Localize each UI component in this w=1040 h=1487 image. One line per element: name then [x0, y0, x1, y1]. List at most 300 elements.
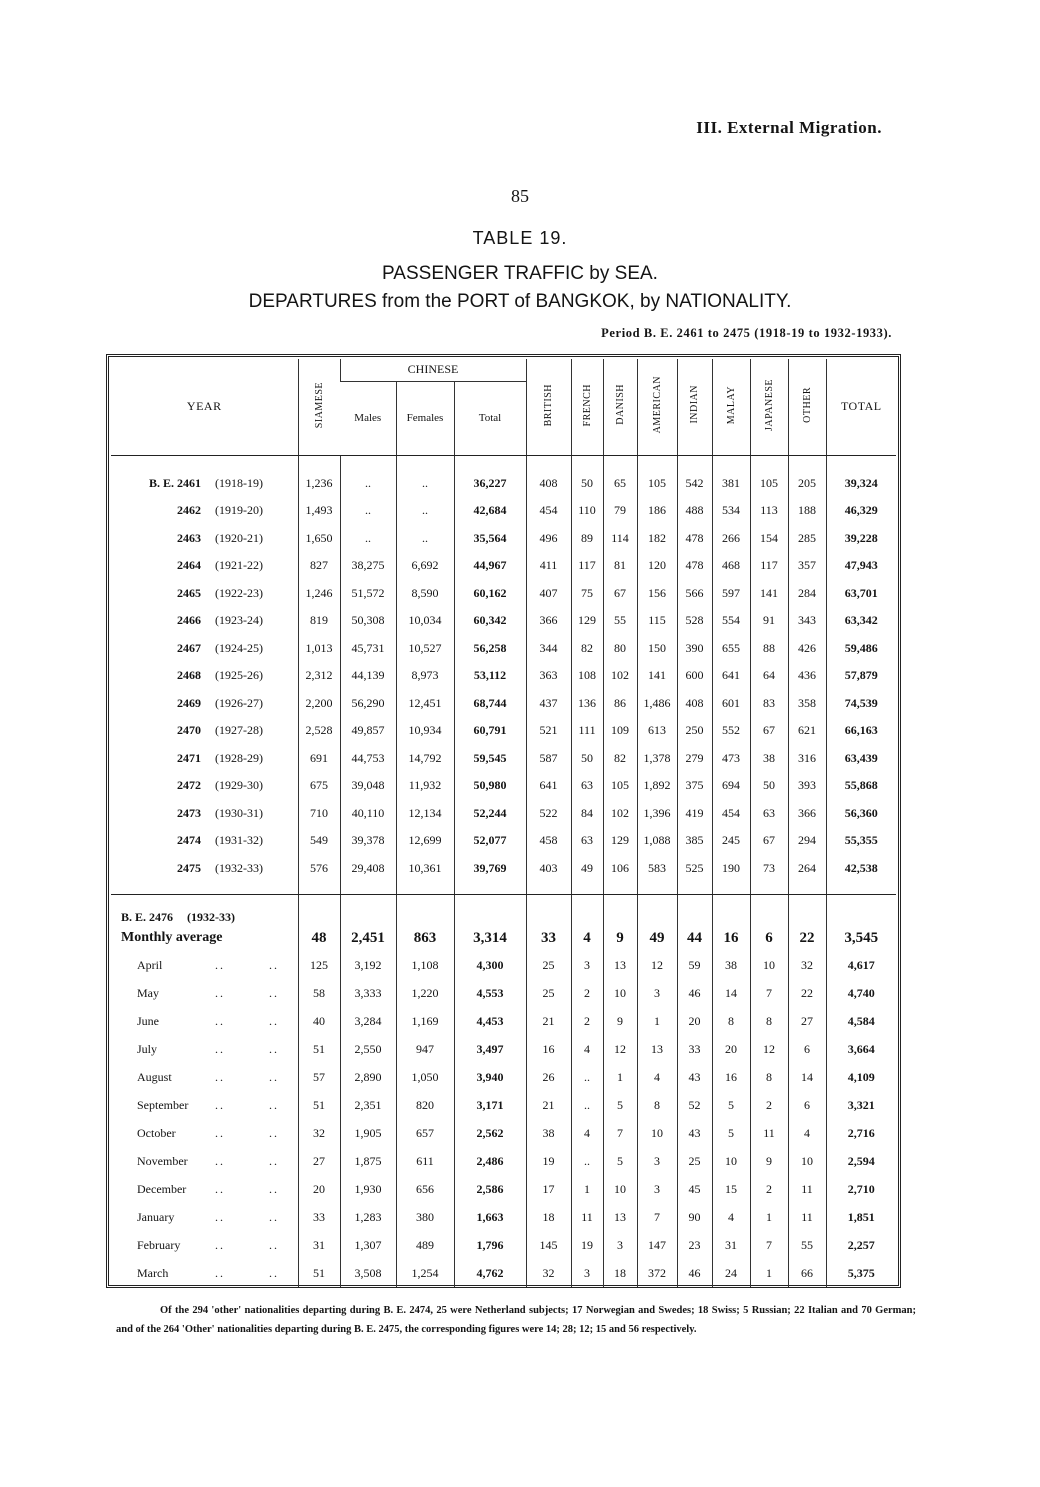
table-row	[111, 1175, 896, 1203]
french-cell: 75	[571, 580, 603, 608]
french-cell: 1	[571, 1175, 603, 1203]
other-cell: 11	[788, 1203, 826, 1231]
year-period: (1931-32)	[215, 833, 263, 848]
table-row	[111, 772, 896, 800]
indian-cell: 59	[677, 951, 712, 979]
other-cell: 55	[788, 1231, 826, 1259]
other-cell: 66	[788, 1259, 826, 1287]
spacer-cell	[340, 882, 396, 895]
total-cell: 3,545	[826, 925, 896, 951]
header-year: YEAR	[111, 359, 298, 455]
japanese-cell: 7	[750, 979, 788, 1007]
year-label: B. E. 2476	[121, 909, 174, 924]
females-cell: 1,050	[396, 1063, 454, 1091]
leader-dots: ..	[215, 1237, 225, 1252]
total-cell: 74,539	[826, 690, 896, 718]
month-cell	[111, 1203, 298, 1231]
french-cell: 136	[571, 690, 603, 718]
spacer-cell	[340, 895, 396, 910]
month-cell	[111, 951, 298, 979]
french-cell: 117	[571, 552, 603, 580]
total-chinese-cell: 3,314	[454, 925, 526, 951]
females-cell: 1,254	[396, 1259, 454, 1287]
british-cell: 145	[526, 1231, 571, 1259]
header-chinese: CHINESE	[340, 359, 526, 381]
american-cell: 141	[637, 662, 677, 690]
danish-cell: 105	[603, 772, 637, 800]
other-cell: 366	[788, 800, 826, 828]
french-cell: 111	[571, 717, 603, 745]
females-cell: 10,361	[396, 855, 454, 883]
total-cell: 4,740	[826, 979, 896, 1007]
year-period: (1921-22)	[215, 558, 263, 573]
year-period: (1922-23)	[215, 585, 263, 600]
month-label: January	[137, 1209, 175, 1224]
other-cell: 11	[788, 1175, 826, 1203]
males-cell: 3,284	[340, 1007, 396, 1035]
american-cell: 49	[637, 925, 677, 951]
leader-dots: ..	[215, 1153, 225, 1168]
malay-cell: 454	[712, 800, 750, 828]
females-cell: 6,692	[396, 552, 454, 580]
leader-dots: ..	[215, 1069, 225, 1084]
total-cell: 63,439	[826, 745, 896, 773]
french-cell: 19	[571, 1231, 603, 1259]
spacer-cell	[454, 909, 526, 925]
other-cell: 14	[788, 1063, 826, 1091]
spacer-cell	[788, 455, 826, 470]
spacer-cell	[788, 882, 826, 895]
american-cell: 150	[637, 635, 677, 663]
table-row	[111, 662, 896, 690]
total-chinese-cell: 3,171	[454, 1091, 526, 1119]
siamese-cell: 2,528	[298, 717, 340, 745]
british-cell: 458	[526, 827, 571, 855]
month-cell	[111, 1147, 298, 1175]
month-cell	[111, 1119, 298, 1147]
danish-cell: 109	[603, 717, 637, 745]
year-label: 2474	[177, 833, 201, 848]
year-label: 2464	[177, 558, 201, 573]
spacer-cell	[111, 455, 298, 470]
danish-cell: 10	[603, 979, 637, 1007]
year-label: 2472	[177, 778, 201, 793]
american-cell: 105	[637, 470, 677, 498]
spacer-cell	[712, 455, 750, 470]
leader-dots: ..	[269, 985, 279, 1000]
other-cell: 32	[788, 951, 826, 979]
spacer-cell	[637, 882, 677, 895]
siamese-cell: 710	[298, 800, 340, 828]
females-cell: 10,934	[396, 717, 454, 745]
table-row	[111, 717, 896, 745]
month-label: March	[137, 1265, 169, 1280]
danish-cell: 129	[603, 827, 637, 855]
american-cell: 1,396	[637, 800, 677, 828]
spacer-cell	[826, 455, 896, 470]
indian-cell: 478	[677, 552, 712, 580]
french-cell: 4	[571, 1035, 603, 1063]
american-cell: 583	[637, 855, 677, 883]
malay-cell: 38	[712, 951, 750, 979]
american-cell: 1,892	[637, 772, 677, 800]
siamese-cell: 51	[298, 1259, 340, 1287]
total-chinese-cell: 59,545	[454, 745, 526, 773]
malay-cell: 694	[712, 772, 750, 800]
year-cell	[111, 607, 298, 635]
header-total: TOTAL	[826, 359, 896, 455]
table-row	[111, 745, 896, 773]
total-cell: 47,943	[826, 552, 896, 580]
leader-dots: ..	[215, 1209, 225, 1224]
year-label: 2473	[177, 805, 201, 820]
british-cell: 496	[526, 525, 571, 553]
total-chinese-cell: 60,342	[454, 607, 526, 635]
indian-cell: 600	[677, 662, 712, 690]
malay-cell: 266	[712, 525, 750, 553]
year-cell	[111, 552, 298, 580]
indian-cell: 488	[677, 497, 712, 525]
danish-cell: 10	[603, 1175, 637, 1203]
danish-cell: 18	[603, 1259, 637, 1287]
females-cell: 863	[396, 925, 454, 951]
american-cell: 1,088	[637, 827, 677, 855]
spacer-cell	[396, 882, 454, 895]
japanese-cell: 88	[750, 635, 788, 663]
indian-cell: 44	[677, 925, 712, 951]
malay-cell: 468	[712, 552, 750, 580]
indian-cell: 45	[677, 1175, 712, 1203]
spacer-cell	[298, 895, 340, 910]
british-cell: 587	[526, 745, 571, 773]
females-cell: 12,451	[396, 690, 454, 718]
other-cell: 436	[788, 662, 826, 690]
japanese-cell: 73	[750, 855, 788, 883]
american-cell: 1,486	[637, 690, 677, 718]
british-cell: 407	[526, 580, 571, 608]
danish-cell: 86	[603, 690, 637, 718]
total-cell: 59,486	[826, 635, 896, 663]
year-cell	[111, 717, 298, 745]
spacer-cell	[677, 895, 712, 910]
siamese-cell: 2,312	[298, 662, 340, 690]
other-cell: 357	[788, 552, 826, 580]
other-cell: 294	[788, 827, 826, 855]
malay-cell: 20	[712, 1035, 750, 1063]
year-label: B. E. 2461	[148, 475, 201, 490]
total-chinese-cell: 52,244	[454, 800, 526, 828]
year-period: (1924-25)	[215, 640, 263, 655]
year-label: 2466	[177, 613, 201, 628]
british-cell: 522	[526, 800, 571, 828]
danish-cell: 55	[603, 607, 637, 635]
header-french: FRENCH	[571, 359, 603, 455]
yearly-section	[111, 455, 896, 895]
french-cell: 82	[571, 635, 603, 663]
american-cell: 12	[637, 951, 677, 979]
average-label: Monthly average	[121, 930, 223, 945]
spacer-cell	[526, 895, 571, 910]
indian-cell: 419	[677, 800, 712, 828]
total-cell: 2,257	[826, 1231, 896, 1259]
year-cell	[111, 635, 298, 663]
french-cell: 3	[571, 1259, 603, 1287]
total-chinese-cell: 35,564	[454, 525, 526, 553]
month-label: November	[137, 1153, 188, 1168]
siamese-cell: 33	[298, 1203, 340, 1231]
males-cell: 3,333	[340, 979, 396, 1007]
british-cell: 38	[526, 1119, 571, 1147]
siamese-cell: 40	[298, 1007, 340, 1035]
american-cell: 186	[637, 497, 677, 525]
total-chinese-cell: 1,796	[454, 1231, 526, 1259]
table-row	[111, 580, 896, 608]
leader-dots: ..	[269, 1013, 279, 1028]
month-cell	[111, 1091, 298, 1119]
spacer-cell	[340, 455, 396, 470]
females-cell: 12,134	[396, 800, 454, 828]
malay-cell: 473	[712, 745, 750, 773]
spacer-cell	[571, 909, 603, 925]
siamese-cell: 675	[298, 772, 340, 800]
other-cell: 6	[788, 1035, 826, 1063]
total-cell: 63,342	[826, 607, 896, 635]
malay-cell: 534	[712, 497, 750, 525]
malay-cell: 16	[712, 925, 750, 951]
spacer-cell	[396, 455, 454, 470]
spacer-cell	[826, 909, 896, 925]
american-cell: 613	[637, 717, 677, 745]
malay-cell: 381	[712, 470, 750, 498]
japanese-cell: 50	[750, 772, 788, 800]
siamese-cell: 549	[298, 827, 340, 855]
total-cell: 2,710	[826, 1175, 896, 1203]
spacer-cell	[788, 909, 826, 925]
danish-cell: 82	[603, 745, 637, 773]
indian-cell: 528	[677, 607, 712, 635]
total-chinese-cell: 60,162	[454, 580, 526, 608]
malay-cell: 5	[712, 1119, 750, 1147]
danish-cell: 102	[603, 662, 637, 690]
siamese-cell: 31	[298, 1231, 340, 1259]
total-chinese-cell: 39,769	[454, 855, 526, 883]
french-cell: 110	[571, 497, 603, 525]
british-cell: 16	[526, 1035, 571, 1063]
british-cell: 366	[526, 607, 571, 635]
american-cell: 156	[637, 580, 677, 608]
males-cell: 2,351	[340, 1091, 396, 1119]
year-label: 2463	[177, 530, 201, 545]
header-other: OTHER	[788, 359, 826, 455]
malay-cell: 641	[712, 662, 750, 690]
leader-dots: ..	[215, 1097, 225, 1112]
total-cell: 57,879	[826, 662, 896, 690]
other-cell: 22	[788, 925, 826, 951]
total-chinese-cell: 2,562	[454, 1119, 526, 1147]
header-siamese: SIAMESE	[298, 359, 340, 455]
british-cell: 33	[526, 925, 571, 951]
females-cell: 1,169	[396, 1007, 454, 1035]
danish-cell: 1	[603, 1063, 637, 1091]
total-chinese-cell: 60,791	[454, 717, 526, 745]
month-cell	[111, 1007, 298, 1035]
british-cell: 26	[526, 1063, 571, 1091]
males-cell: ..	[340, 497, 396, 525]
year-label: 2471	[177, 750, 201, 765]
table-row	[111, 635, 896, 663]
spacer-cell	[826, 882, 896, 895]
french-cell: 2	[571, 1007, 603, 1035]
indian-cell: 33	[677, 1035, 712, 1063]
header-japanese: JAPANESE	[750, 359, 788, 455]
malay-cell: 10	[712, 1147, 750, 1175]
table-row	[111, 525, 896, 553]
females-cell: 1,220	[396, 979, 454, 1007]
french-cell: 63	[571, 772, 603, 800]
total-cell: 55,868	[826, 772, 896, 800]
other-cell: 343	[788, 607, 826, 635]
danish-cell: 102	[603, 800, 637, 828]
other-cell: 316	[788, 745, 826, 773]
year-cell	[111, 662, 298, 690]
total-chinese-cell: 3,940	[454, 1063, 526, 1091]
females-cell: 656	[396, 1175, 454, 1203]
total-cell: 5,375	[826, 1259, 896, 1287]
danish-cell: 106	[603, 855, 637, 883]
spacer-cell	[526, 909, 571, 925]
british-cell: 363	[526, 662, 571, 690]
total-chinese-cell: 3,497	[454, 1035, 526, 1063]
french-cell: 4	[571, 1119, 603, 1147]
japanese-cell: 12	[750, 1035, 788, 1063]
total-chinese-cell: 53,112	[454, 662, 526, 690]
month-label: August	[137, 1069, 172, 1084]
spacer-cell	[340, 909, 396, 925]
other-cell: 358	[788, 690, 826, 718]
table-row	[111, 1091, 896, 1119]
month-label: July	[137, 1041, 158, 1056]
siamese-cell: 20	[298, 1175, 340, 1203]
siamese-cell: 1,493	[298, 497, 340, 525]
males-cell: 39,048	[340, 772, 396, 800]
year-cell	[111, 470, 298, 498]
males-cell: 1,930	[340, 1175, 396, 1203]
monthly-average-row	[111, 925, 896, 951]
table-header	[111, 359, 896, 455]
year-period: (1925-26)	[215, 668, 263, 683]
danish-cell: 81	[603, 552, 637, 580]
spacer-cell	[788, 895, 826, 910]
month-label: February	[137, 1237, 181, 1252]
other-cell: 393	[788, 772, 826, 800]
month-label: June	[137, 1013, 159, 1028]
british-cell: 437	[526, 690, 571, 718]
males-cell: 3,192	[340, 951, 396, 979]
danish-cell: 13	[603, 951, 637, 979]
japanese-cell: 6	[750, 925, 788, 951]
year-period: (1930-31)	[215, 805, 263, 820]
total-chinese-cell: 50,980	[454, 772, 526, 800]
spacer-cell	[396, 895, 454, 910]
british-cell: 344	[526, 635, 571, 663]
american-cell: 1	[637, 1007, 677, 1035]
month-label: October	[137, 1125, 176, 1140]
section-title: III. External Migration.	[696, 118, 882, 137]
table-title: TABLE 19.	[472, 228, 568, 248]
american-cell: 7	[637, 1203, 677, 1231]
other-cell: 621	[788, 717, 826, 745]
table-row	[111, 1007, 896, 1035]
year-cell	[111, 827, 298, 855]
french-cell: 11	[571, 1203, 603, 1231]
french-cell: 50	[571, 745, 603, 773]
indian-cell: 408	[677, 690, 712, 718]
males-cell: 56,290	[340, 690, 396, 718]
british-cell: 17	[526, 1175, 571, 1203]
spacer-cell	[526, 882, 571, 895]
danish-cell: 3	[603, 1231, 637, 1259]
year-label: 2469	[177, 695, 201, 710]
siamese-cell: 32	[298, 1119, 340, 1147]
total-chinese-cell: 56,258	[454, 635, 526, 663]
danish-cell: 67	[603, 580, 637, 608]
leader-dots: ..	[215, 985, 225, 1000]
year-cell	[111, 745, 298, 773]
females-cell: 820	[396, 1091, 454, 1119]
french-cell: 129	[571, 607, 603, 635]
malay-cell: 597	[712, 580, 750, 608]
french-cell: 49	[571, 855, 603, 883]
french-cell: 89	[571, 525, 603, 553]
spacer-cell	[750, 882, 788, 895]
males-cell: 45,731	[340, 635, 396, 663]
header-british: BRITISH	[526, 359, 571, 455]
total-cell: 4,584	[826, 1007, 896, 1035]
other-cell: 10	[788, 1147, 826, 1175]
indian-cell: 542	[677, 470, 712, 498]
danish-cell: 7	[603, 1119, 637, 1147]
table-row	[111, 1203, 896, 1231]
indian-cell: 385	[677, 827, 712, 855]
indian-cell: 46	[677, 1259, 712, 1287]
other-cell: 284	[788, 580, 826, 608]
spacer-cell	[526, 455, 571, 470]
leader-dots: ..	[269, 1181, 279, 1196]
american-cell: 182	[637, 525, 677, 553]
total-cell: 42,538	[826, 855, 896, 883]
total-cell: 46,329	[826, 497, 896, 525]
total-chinese-cell: 2,486	[454, 1147, 526, 1175]
month-cell	[111, 1231, 298, 1259]
american-cell: 3	[637, 979, 677, 1007]
total-cell: 4,617	[826, 951, 896, 979]
females-cell: 11,932	[396, 772, 454, 800]
malay-cell: 15	[712, 1175, 750, 1203]
british-cell: 521	[526, 717, 571, 745]
spacer-row	[111, 455, 896, 470]
total-cell: 66,163	[826, 717, 896, 745]
leader-dots: ..	[215, 1041, 225, 1056]
spacer-cell	[603, 909, 637, 925]
table-row	[111, 800, 896, 828]
year-label: 2467	[177, 640, 201, 655]
japanese-cell: 63	[750, 800, 788, 828]
siamese-cell: 48	[298, 925, 340, 951]
french-cell: ..	[571, 1063, 603, 1091]
other-cell: 188	[788, 497, 826, 525]
japanese-cell: 9	[750, 1147, 788, 1175]
leader-dots: ..	[269, 1209, 279, 1224]
